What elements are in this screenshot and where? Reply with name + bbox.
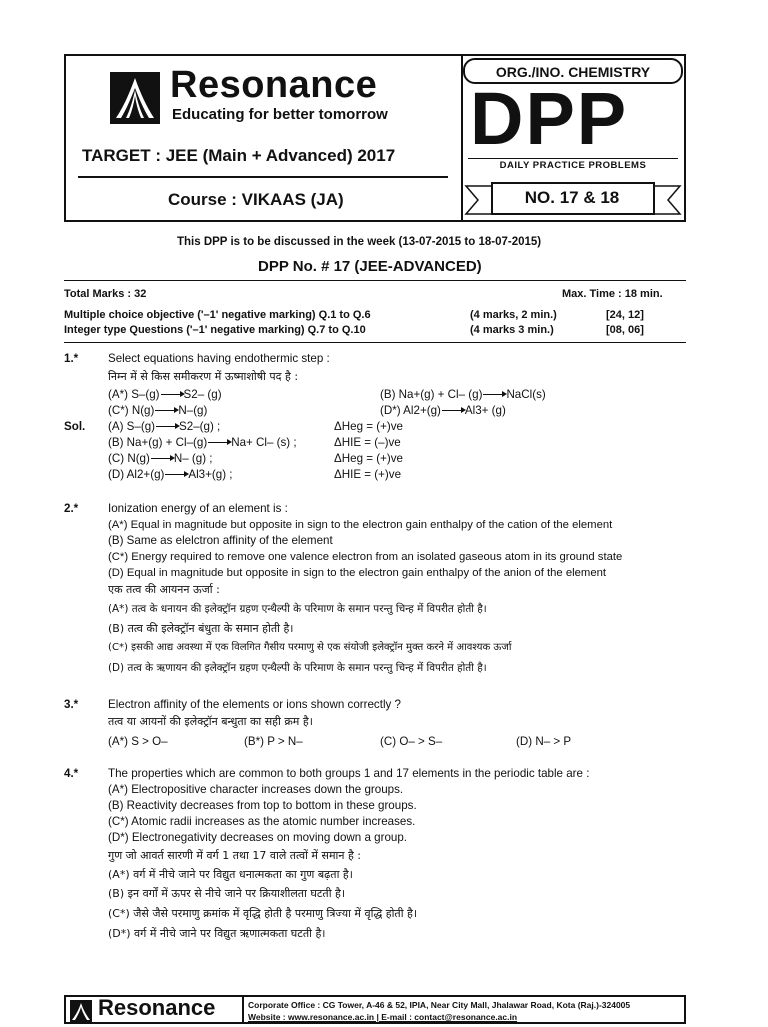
q1-option-d-rhs: Al3+ (g) xyxy=(464,404,506,417)
q1-sol-d-rhs: Al3+(g) ; xyxy=(188,468,233,481)
dpp-full-name: DAILY PRACTICE PROBLEMS xyxy=(468,158,678,171)
q1-sol-c xyxy=(108,451,213,467)
q4-text: The properties which are common to both groups 1 and 17 elements in the periodic table are : xyxy=(108,767,590,780)
q2-text: Ionization energy of an element is : xyxy=(108,502,288,515)
marks-row2-label: Integer type Questions ('–1' negative marking) Q.7 to Q.10 xyxy=(64,324,366,336)
marks-row1-label: Multiple choice objective ('–1' negative marking) Q.1 to Q.6 xyxy=(64,309,371,321)
q4-option-b: (B) Reactivity decreases from top to bottom in these groups. xyxy=(108,799,417,812)
q1-hindi: निम्न में से किस समीकरण में ऊष्माशोषी पद है : xyxy=(108,370,299,383)
q1-sol-a xyxy=(108,419,220,435)
q1-sol-d-lhs: (D) Al2+(g) xyxy=(108,468,165,481)
q1-sol-b-enthalpy: ΔHIE = (–)ve xyxy=(334,436,401,449)
dpp-number: NO. 17 & 18 xyxy=(524,188,620,207)
q4-option-d: (D*) Electronegativity decreases on moving down a group. xyxy=(108,831,408,844)
header-divider xyxy=(78,176,448,178)
q3-number: 3.* xyxy=(64,698,79,711)
q1-option-c-lhs: (C*) N(g) xyxy=(108,404,155,417)
arrow-icon xyxy=(208,442,230,443)
q1-sol-a-rhs: S2–(g) ; xyxy=(179,420,221,433)
brand-name: Resonance xyxy=(170,64,378,106)
q4-option-c: (C*) Atomic radii increases as the atomic number increases. xyxy=(108,815,416,828)
total-marks: Total Marks : 32 xyxy=(64,288,147,300)
q2-option-d: (D) Equal in magnitude but opposite in sign to the electron gain enthalpy of the anion of the element xyxy=(108,567,607,579)
q2-hindi-a: (A*) तत्व के धनायन की इलेक्ट्रॉन ग्रहण एन्थैल्पी के परिमाण के समान परन्तु चिन्ह में विपरीत होती है। xyxy=(108,603,487,615)
q1-option-c xyxy=(108,403,207,419)
q2-hindi-d: (D) तत्व के ऋणायन की इलेक्ट्रॉन ग्रहण एन्थैल्पी के परिमाण के समान परन्तु चिन्ह में विपरीत होती है। xyxy=(108,662,487,674)
q2-hindi-b: (B) तत्व की इलेक्ट्रॉन बंधुता के समान होती है। xyxy=(108,622,294,635)
brand-tagline: Educating for better tomorrow xyxy=(172,106,388,123)
q1-sol-b-rhs: Na+ Cl– (s) ; xyxy=(231,436,297,449)
arrow-icon xyxy=(442,410,464,411)
q1-sol-d xyxy=(108,467,233,483)
max-time: Max. Time : 18 min. xyxy=(562,288,663,300)
q4-hindi-c: (C*) जैसे जैसे परमाणु क्रमांक में वृद्धि होती है परमाणु त्रिज्या में वृद्धि होती है। xyxy=(108,907,418,920)
q4-hindi: गुण जो आवर्त सारणी में वर्ग 1 तथा 17 वाले तत्वों में समान है : xyxy=(108,849,362,862)
q4-hindi-b: (B) इन वर्गों में ऊपर से नीचे जाने पर क्रियाशीलता घटती है। xyxy=(108,887,346,900)
q2-number: 2.* xyxy=(64,502,79,515)
q4-hindi-d: (D*) वर्ग में नीचे जाने पर विद्युत ऋणात्मकता घटती है। xyxy=(108,927,326,940)
arrow-icon xyxy=(161,394,183,395)
q1-sol-a-lhs: (A) S–(g) xyxy=(108,420,156,433)
dpp-heading: DPP xyxy=(470,77,629,160)
marks-row2-total: [08, 06] xyxy=(606,324,644,336)
discussion-week: This DPP is to be discussed in the week (13-07-2015 to 18-07-2015) xyxy=(177,236,542,248)
q1-sol-b-lhs: (B) Na+(g) + Cl–(g) xyxy=(108,436,208,449)
q3-option-c: (C) O– > S– xyxy=(380,735,443,748)
q2-option-b: (B) Same as elelctron affinity of the element xyxy=(108,534,333,547)
divider-top xyxy=(64,280,686,281)
subject-badge: ORG./INO. CHEMISTRY xyxy=(463,58,683,84)
q1-option-b-lhs: (B) Na+(g) + Cl– (g) xyxy=(380,388,483,401)
q3-option-b: (B*) P > N– xyxy=(244,735,303,748)
q4-number: 4.* xyxy=(64,767,79,780)
q1-sol-b xyxy=(108,435,297,451)
q4-option-a: (A*) Electropositive character increases down the groups. xyxy=(108,783,404,796)
q1-option-a xyxy=(108,387,222,403)
q1-sol-a-enthalpy: ΔHeg = (+)ve xyxy=(334,420,403,433)
arrow-icon xyxy=(165,474,187,475)
q2-option-a: (A*) Equal in magnitude but opposite in sign to the electron gain enthalpy of the cation of the element xyxy=(108,519,613,531)
q4-hindi-a: (A*) वर्ग में नीचे जाने पर विद्युत धनात्मकता का गुण बढ़ता है। xyxy=(108,868,353,881)
q1-option-c-rhs: N–(g) xyxy=(178,404,208,417)
q1-sol-c-rhs: N– (g) ; xyxy=(173,452,213,465)
q1-sol-c-enthalpy: ΔHeg = (+)ve xyxy=(334,452,403,465)
q1-option-a-rhs: S2– (g) xyxy=(183,388,222,401)
q2-option-c: (C*) Energy required to remove one valence electron from an isolated gaseous atom in its ground state xyxy=(108,551,623,563)
q1-number: 1.* xyxy=(64,352,79,365)
arrow-icon xyxy=(151,458,173,459)
footer-logo-panel xyxy=(66,997,244,1024)
dpp-number-title: DPP No. # 17 (JEE-ADVANCED) xyxy=(258,258,482,275)
footer-office: Corporate Office : CG Tower, A-46 & 52, IPIA, Near City Mall, Jhalawar Road, Kota (Raj.)-324005 xyxy=(248,1000,631,1010)
marks-row1-marks: (4 marks, 2 min.) xyxy=(470,309,557,321)
resonance-logo-icon xyxy=(110,72,160,124)
q3-option-d: (D) N– > P xyxy=(516,735,572,748)
target-title: TARGET : JEE (Main + Advanced) 2017 xyxy=(82,146,396,165)
footer-brand: Resonance xyxy=(98,995,216,1020)
course-title: Course : VIKAAS (JA) xyxy=(168,190,344,209)
q3-text: Electron affinity of the elements or ions shown correctly ? xyxy=(108,698,401,711)
arrow-icon xyxy=(156,426,178,427)
q1-option-b-rhs: NaCl(s) xyxy=(506,388,546,401)
q1-option-b xyxy=(380,387,546,403)
arrow-icon xyxy=(483,394,505,395)
divider-marks xyxy=(64,342,686,343)
footer-box xyxy=(64,995,686,1024)
footer-logo-icon xyxy=(70,1000,92,1022)
q1-sol-d-enthalpy: ΔHIE = (+)ve xyxy=(334,468,402,481)
q1-text: Select equations having endothermic step : xyxy=(108,352,330,365)
arrow-icon xyxy=(155,410,177,411)
q1-option-d xyxy=(380,403,506,419)
marks-row2-marks: (4 marks 3 min.) xyxy=(470,324,554,336)
q3-hindi: तत्व या आयनों की इलेक्ट्रॉन बन्धुता का सही क्रम है। xyxy=(108,715,313,728)
q2-hindi: एक तत्व की आयनन ऊर्जा : xyxy=(108,583,220,596)
q1-sol-c-lhs: (C) N(g) xyxy=(108,452,150,465)
q1-option-a-lhs: (A*) S–(g) xyxy=(108,388,160,401)
header-box xyxy=(64,54,686,222)
q1-solution-label: Sol. xyxy=(64,420,86,433)
q1-option-d-lhs: (D*) Al2+(g) xyxy=(380,404,441,417)
header-left-panel xyxy=(66,56,463,220)
q3-option-a: (A*) S > O– xyxy=(108,735,168,748)
marks-row1-total: [24, 12] xyxy=(606,309,644,321)
q2-hindi-c: (C*) इसकी आद्य अवस्था में एक विलगित गैसीय परमाणु से एक संयोजी इलेक्ट्रॉन मुक्त करने में आवश्यक ऊर्जा xyxy=(108,642,512,653)
footer-website[interactable]: Website : www.resonance.ac.in | E-mail : contact@resonance.ac.in xyxy=(248,1012,518,1022)
